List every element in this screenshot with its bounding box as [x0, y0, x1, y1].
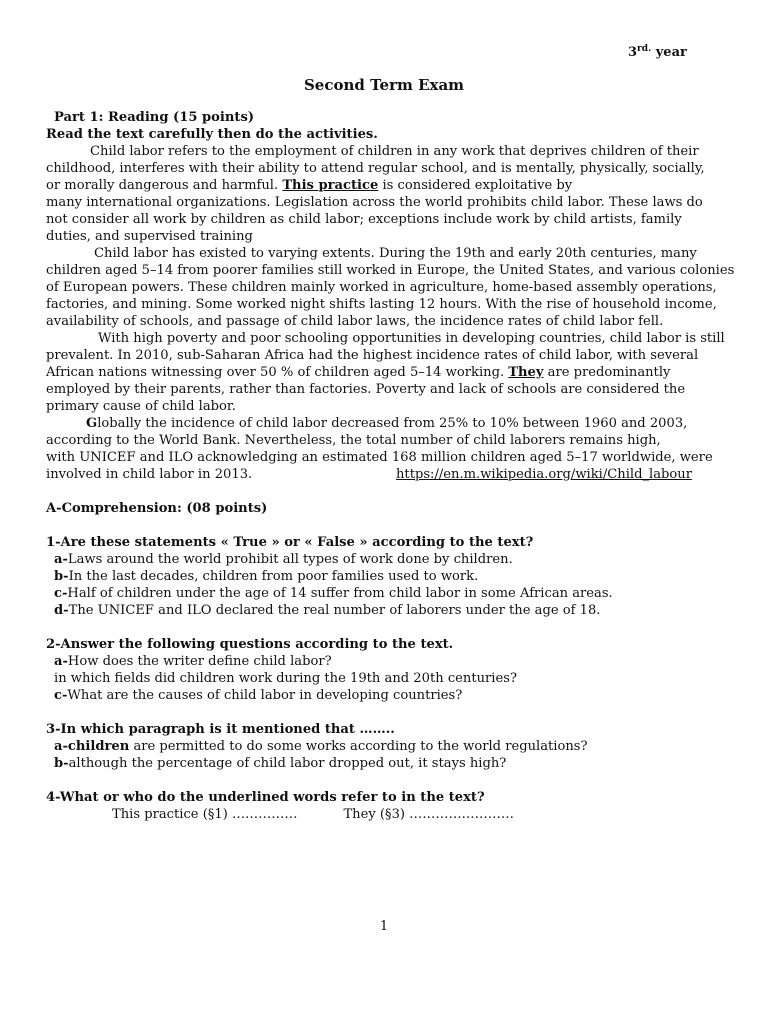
- source-link[interactable]: https://en.m.wikipedia.org/wiki/Child_labour: [396, 467, 692, 482]
- passage-line: [46, 364, 736, 381]
- passage-text: African nations witnessing over 50 % of children aged 5–14 working.: [46, 365, 509, 380]
- question-item: [46, 653, 736, 670]
- passage-line: primary cause of child labor.: [46, 399, 236, 414]
- passage-text: is considered exploitative by: [378, 178, 573, 193]
- passage-line: prevalent. In 2010, sub-Saharan Africa had the highest incidence rates of child labor, with several: [46, 348, 699, 363]
- year-word: year: [651, 45, 687, 60]
- question-item: in which fields did children work during the 19th and 20th centuries?: [54, 671, 517, 686]
- passage-line: Child labor refers to the employment of children in any work that deprives children of their: [90, 144, 699, 159]
- item-letter: c-: [54, 688, 68, 703]
- question-3: 3-In which paragraph is it mentioned that ……..: [46, 722, 395, 737]
- paragraph-3: [46, 330, 736, 415]
- year-number: 3: [628, 45, 638, 60]
- passage-line: [46, 177, 736, 194]
- page-number: 1: [379, 919, 389, 934]
- passage-line: childhood, interferes with their ability to attend regular school, and is mentally, physically, socially,: [46, 161, 705, 176]
- statement-item: [46, 585, 736, 602]
- year-superscript: rd.: [637, 44, 652, 54]
- passage-line: many international organizations. Legislation across the world prohibits child labor. These laws do: [46, 195, 703, 210]
- question-4: 4-What or who do the underlined words refer to in the text?: [46, 790, 485, 805]
- answer-blanks: [46, 806, 736, 823]
- passage-line: [46, 466, 736, 483]
- passage-line: Child labor has existed to varying extents. During the 19th and early 20th centuries, many: [94, 246, 697, 261]
- drop-letter: G: [86, 416, 98, 431]
- passage-text: are predominantly: [543, 365, 671, 380]
- part1-heading: Part 1: Reading (15 points): [54, 110, 255, 125]
- item-letter: c-: [54, 586, 68, 601]
- passage-line: availability of schools, and passage of child labor laws, the incidence rates of child labor fell.: [46, 314, 664, 329]
- item-letter: b-: [54, 756, 69, 771]
- statement-item: [46, 551, 736, 568]
- exam-body: [46, 109, 736, 823]
- underlined-they: They: [508, 365, 544, 380]
- item-letter: a-: [54, 552, 68, 567]
- paragraph-1: [46, 143, 736, 245]
- passage-line: [46, 415, 736, 432]
- item-text: What are the causes of child labor in developing countries?: [67, 688, 463, 703]
- part1-instruction: Read the text carefully then do the activities.: [46, 127, 378, 142]
- page-title: Second Term Exam: [303, 76, 465, 94]
- statement-item: [46, 568, 736, 585]
- item-text: How does the writer define child labor?: [67, 654, 332, 669]
- passage-line: of European powers. These children mainly worked in agriculture, home-based assembly operations,: [46, 280, 717, 295]
- item-text: are permitted to do some works according to the world regulations?: [129, 739, 588, 754]
- passage-line: With high poverty and poor schooling opportunities in developing countries, child labor is still: [98, 331, 725, 346]
- passage-line: employed by their parents, rather than factories. Poverty and lack of schools are considered the: [46, 382, 686, 397]
- item-text: Laws around the world prohibit all types of work done by children.: [67, 552, 513, 567]
- question-item: [46, 687, 736, 704]
- blank-this-practice[interactable]: This practice (§1) ……………: [112, 807, 298, 822]
- item-letter: b-: [54, 569, 69, 584]
- item-letter: a-: [54, 739, 68, 754]
- paragraph-4: [46, 415, 736, 483]
- question-item: [46, 755, 736, 772]
- passage-text: or morally dangerous and harmful.: [46, 178, 283, 193]
- comprehension-heading: A-Comprehension: (08 points): [46, 501, 268, 516]
- statement-item: [46, 602, 736, 619]
- item-text: In the last decades, children from poor families used to work.: [68, 569, 479, 584]
- underlined-this-practice: This practice: [282, 178, 379, 193]
- item-letter: d-: [54, 603, 69, 618]
- item-text: although the percentage of child labor dropped out, it stays high?: [68, 756, 507, 771]
- paragraph-2: [46, 245, 736, 330]
- item-text: The UNICEF and ILO declared the real number of laborers under the age of 18.: [68, 603, 601, 618]
- item-text: Half of children under the age of 14 suffer from child labor in some African areas.: [67, 586, 613, 601]
- passage-line: factories, and mining. Some worked night shifts lasting 12 hours. With the rise of household income,: [46, 297, 717, 312]
- passage-line: duties, and supervised training: [46, 229, 253, 244]
- passage-line: according to the World Bank. Nevertheless, the total number of child laborers remains high,: [46, 433, 661, 448]
- passage-line: children aged 5–14 from poorer families still worked in Europe, the United States, and various colonies: [46, 263, 735, 278]
- year-label: [628, 44, 687, 60]
- blank-they[interactable]: They (§3) ……………………: [343, 807, 514, 822]
- question-1: 1-Are these statements « True » or « False » according to the text?: [46, 535, 534, 550]
- passage-line: with UNICEF and ILO acknowledging an estimated 168 million children aged 5–17 worldwide, were: [46, 450, 713, 465]
- passage-text: lobally the incidence of child labor decreased from 25% to 10% between 1960 and 2003,: [97, 416, 688, 431]
- item-keyword: children: [67, 739, 130, 754]
- question-2: 2-Answer the following questions according to the text.: [46, 637, 454, 652]
- passage-text: involved in child labor in 2013.: [46, 467, 253, 482]
- question-item: [46, 738, 736, 755]
- item-letter: a-: [54, 654, 68, 669]
- passage-line: not consider all work by children as child labor; exceptions include work by child artists, family: [46, 212, 682, 227]
